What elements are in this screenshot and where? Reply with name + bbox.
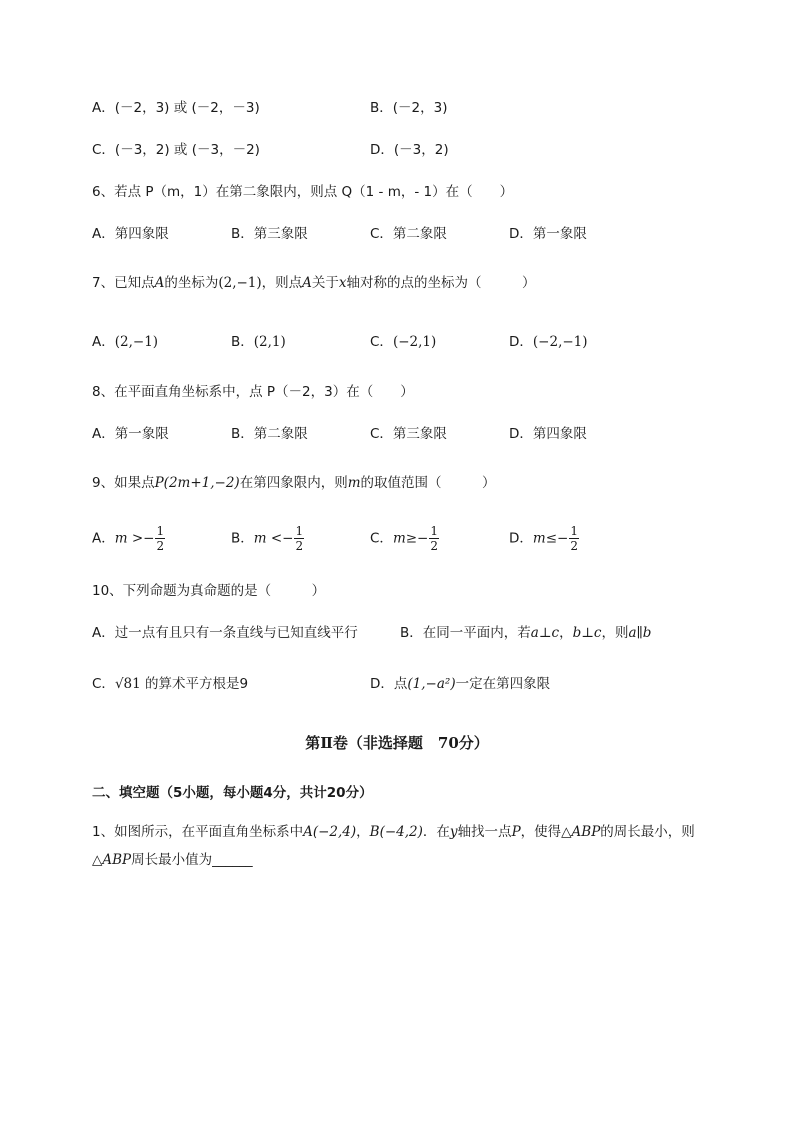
- q8-option-b: B．第二象限: [231, 426, 308, 442]
- q9-option-b-label: B．: [231, 530, 254, 547]
- fill-q1-mid3: ，使得: [520, 824, 562, 840]
- q7-option-a-value: (2,−1): [114, 334, 159, 350]
- fill-q1-axis-y: y: [449, 824, 458, 840]
- q9-option-a: [92, 524, 165, 553]
- fraction-denominator: 2: [570, 539, 578, 553]
- q7-stem-mid2: ，则点: [261, 275, 303, 291]
- q6-option-c: C．第二象限: [370, 226, 447, 242]
- q9-option-d-relation: m≤−: [532, 530, 569, 547]
- fraction-numerator: 1: [295, 524, 304, 538]
- q10-option-d: [370, 674, 550, 694]
- section-title: 第Ⅱ卷（非选择题 70分）: [305, 734, 489, 752]
- fraction-numerator: 1: [430, 524, 439, 538]
- q8-option-d: D．第四象限: [509, 426, 587, 442]
- q10-option-c-sqrt: √81: [114, 676, 141, 692]
- q8-stem: 8、在平面直角坐标系中，点 P（－2，3）在（ ）: [92, 384, 414, 400]
- q9-option-a-label: A．: [92, 530, 115, 547]
- q9-option-b-fraction: [294, 524, 304, 553]
- q7-stem-mid3: 关于: [311, 275, 339, 291]
- q9-point-expr: P(2m+1,−2): [154, 475, 240, 491]
- q10-option-b-expr3: a∥b: [628, 625, 652, 641]
- q7-point-a2: A: [302, 275, 312, 291]
- q7-stem-pre: 7、已知点: [92, 275, 155, 291]
- q7-option-b: [231, 332, 286, 352]
- q10-option-d-expr: (1,−a²): [407, 676, 456, 692]
- q7-coord: (2,−1): [218, 275, 262, 291]
- q10-stem: 10、下列命题为真命题的是（ ）: [92, 583, 326, 599]
- q7-option-c-label: C．: [370, 334, 393, 350]
- fill-q1-pre: 1、如图所示，在平面直角坐标系中: [92, 824, 304, 840]
- q10-option-c-label: C．: [92, 676, 115, 692]
- q9-option-c-fraction: [429, 524, 439, 553]
- fill-q1-line2-triangle: △ABP: [92, 852, 132, 868]
- q9-option-c: [370, 524, 439, 553]
- q9-stem-pre: 9、如果点: [92, 475, 155, 491]
- q9-stem: [92, 473, 496, 493]
- q9-option-d-label: D．: [509, 530, 533, 547]
- q7-option-c-value: (−2,1): [392, 334, 437, 350]
- q10-option-a: A．过一点有且只有一条直线与已知直线平行: [92, 625, 358, 641]
- q10-option-c: [92, 674, 248, 694]
- q7-option-b-value: (2,1): [253, 334, 286, 350]
- q8-option-c: C．第三象限: [370, 426, 447, 442]
- fraction-numerator: 1: [156, 524, 165, 538]
- q7-option-c: [370, 332, 436, 352]
- q9-option-b: [231, 524, 304, 553]
- q5-option-d: D．(－3，2): [370, 142, 449, 158]
- q10-option-b: [400, 623, 651, 643]
- q9-option-d: [509, 524, 579, 553]
- q10-option-d-pre: D．点: [370, 676, 408, 692]
- q9-option-b-relation: m <−: [253, 530, 294, 547]
- q9-option-a-relation: m >−: [114, 530, 155, 547]
- q9-option-c-relation: m≥−: [392, 530, 429, 547]
- q10-option-c-post: 的算术平方根是9: [140, 676, 249, 692]
- fill-q1-line1: [92, 822, 695, 842]
- q9-option-c-label: C．: [370, 530, 393, 547]
- q6-option-d: D．第一象限: [509, 226, 587, 242]
- q7-option-d: [509, 332, 588, 352]
- q5-option-c: C．(－3，2) 或 (－3，－2): [92, 142, 260, 158]
- q7-option-d-label: D．: [509, 334, 533, 350]
- q5-option-a: A．(－2，3) 或 (－2，－3): [92, 100, 260, 116]
- fill-q1-line2-post: 周长最小值为______: [131, 852, 253, 868]
- fill-q1-point-b: B(−4,2): [369, 824, 423, 840]
- q7-stem-post: 轴对称的点的坐标为（ ）: [346, 275, 536, 291]
- part2-heading: 二、填空题（5小题，每小题4分，共计20分）: [92, 785, 373, 801]
- q7-option-a: [92, 332, 158, 352]
- fill-q1-sep: ，: [356, 824, 370, 840]
- q10-option-b-pre: B．在同一平面内，若: [400, 625, 531, 641]
- q7-stem-mid: 的坐标为: [164, 275, 219, 291]
- fraction-denominator: 2: [430, 539, 439, 553]
- q8-option-a: A．第一象限: [92, 426, 169, 442]
- q5-option-b: B．(－2，3): [370, 100, 448, 116]
- q10-option-d-post: 一定在第四象限: [455, 676, 551, 692]
- q9-var-m: m: [347, 475, 361, 491]
- q9-stem-post2: 的取值范围（ ）: [360, 475, 496, 491]
- q10-option-b-expr2: b⊥c: [572, 625, 602, 641]
- fraction-numerator: 1: [570, 524, 578, 538]
- fill-q1-mid: ．在: [422, 824, 450, 840]
- q7-option-d-value: (−2,−1): [532, 334, 588, 350]
- q10-option-b-expr1: a⊥c: [530, 625, 560, 641]
- q10-option-b-mid: ，: [559, 625, 573, 641]
- fraction-denominator: 2: [156, 539, 165, 553]
- q7-option-b-label: B．: [231, 334, 254, 350]
- q6-option-a: A．第四象限: [92, 226, 169, 242]
- q9-option-d-fraction: [569, 524, 579, 553]
- fill-q1-line2: [92, 850, 253, 870]
- q6-stem: 6、若点 P（m，1）在第二象限内，则点 Q（1 - m，- 1）在（ ）: [92, 184, 514, 200]
- fill-q1-point-p: P: [511, 824, 521, 840]
- q7-axis-x: x: [338, 275, 347, 291]
- q7-option-a-label: A．: [92, 334, 115, 350]
- q10-option-b-mid2: ，则: [601, 625, 629, 641]
- q7-point-a: A: [154, 275, 165, 291]
- q7-stem: [92, 273, 536, 293]
- fraction-denominator: 2: [295, 539, 304, 553]
- fill-q1-mid2: 轴找一点: [457, 824, 512, 840]
- q9-option-a-fraction: [155, 524, 165, 553]
- fill-q1-post: 的周长最小，则: [600, 824, 695, 840]
- q9-stem-post: 在第四象限内，则: [239, 475, 348, 491]
- fill-q1-point-a: A(−2,4): [303, 824, 357, 840]
- q6-option-b: B．第三象限: [231, 226, 308, 242]
- fill-q1-triangle: △ABP: [561, 824, 601, 840]
